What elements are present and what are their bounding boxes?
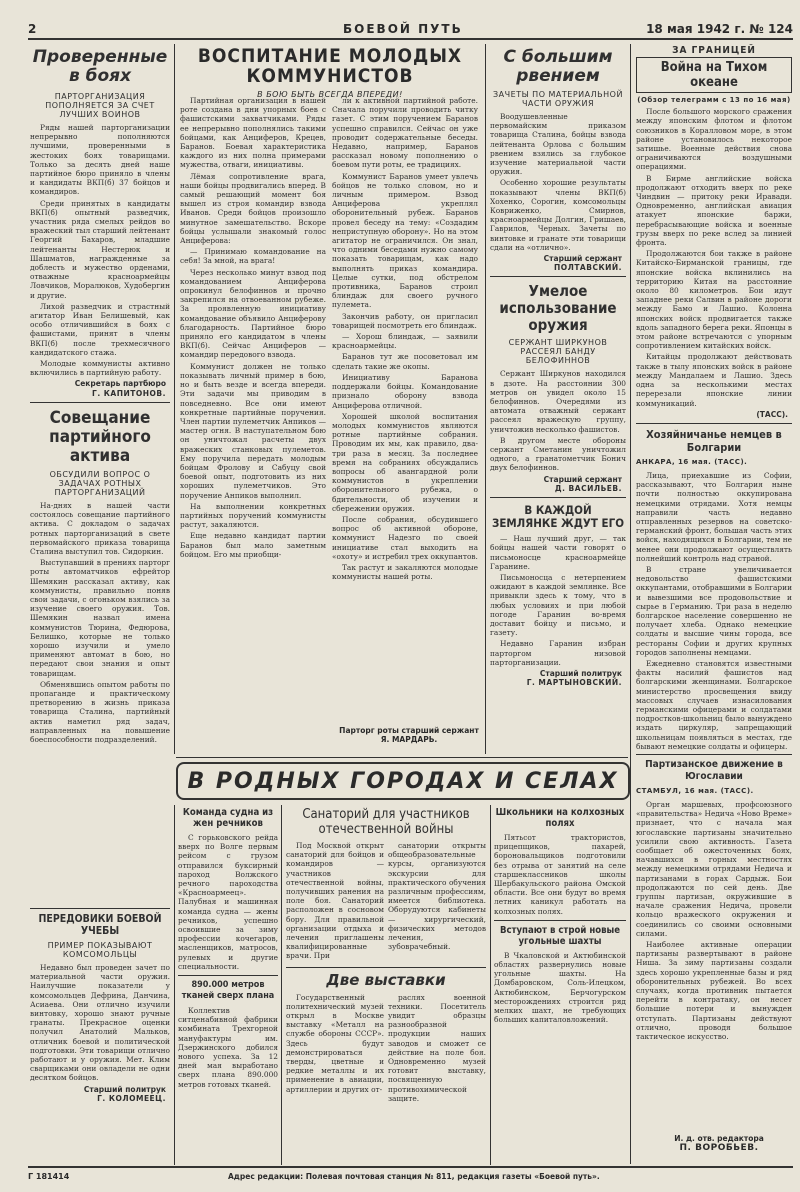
page-number: 2 <box>28 22 37 36</box>
paragraph: Пятьсот трактористов, прицепщиков, пахарей, бороновальщиков подготовили без отрыва от занятий на селе старшеклассников школы Шербакульского района Омской области. Все они будут во время летних каникул работать на колхозных полях. <box>494 833 626 916</box>
column-left-top <box>30 44 170 756</box>
article-title: Умелое использование оружия <box>499 282 617 335</box>
article-title: Партизанское движение в Югославии <box>645 759 783 782</box>
editor-role: И. д. отв. редактора <box>674 1134 764 1143</box>
section-banner: В РОДНЫХ ГОРОДАХ И СЕЛАХ <box>176 762 630 800</box>
paragraph: Обменявшись опытом работы по пропаганде и практическому претворению в жизнь приказа товарища Сталина, партийный актив наметил ряд задач, направленных на повышение боеспособности подразделений. <box>30 679 170 744</box>
page-footer <box>28 1170 793 1184</box>
article-title: Совещание партийного актива <box>49 407 151 466</box>
paragraph: После собрания, обсудившего вопрос об активной обороне, коммунист Надезго по своей инициативе стал выходить на «охоту» и истребил трех оккупантов. <box>332 514 478 561</box>
article-column <box>180 96 326 750</box>
paragraph: В Чкаловской и Актюбинской областях развернулись новые угольные шахты. На Домбаровском, Соль-Илецком, Актюбинском, Берчогурском месторождениях строится ряд мелких шахт, не требующих больших капиталовложений. <box>494 950 626 1025</box>
article-title: С большим рвением <box>503 47 613 86</box>
paragraph: Воодушевленные первомайским приказом товарища Сталина, бойцы взвода лейтенанта Орлова с большим рвением взялись за глубокое изучение материальной части оружия. <box>490 112 626 177</box>
paragraph: Так растут и закаляются молодые коммунисты нашей роты. <box>332 562 478 582</box>
dateline: (Обзор телеграмм с 13 по 16 мая) <box>637 96 791 105</box>
article-title: Хозяйничанье немцев в Болгарии <box>646 427 782 454</box>
paragraph: В стране увеличивается недовольство фашистскими оккупантами, отобравшими в Болгарии и вывезшими все продовольствие и сырье в Германию. Три раза в неделю болгарское население совершенно не получает хлеба. Однако немецкие солдаты и высшие чины города, все рестораны Софии и других крупных городов заполнены немцами. <box>636 564 792 657</box>
article-body <box>178 833 278 971</box>
signature-name: Г. КАПИТОНОВ. <box>92 388 166 398</box>
paragraph: Особенно хорошие результаты показывают члены ВКП(б) Хохенко, Сорогин, комсомольцы Ковриженко, Смирнов, красноармейцы Долгин, Гришаев, Гаврилов, Черных. Зачеты по винтовке и гранате эти товарищи сдали на «отлично». <box>490 178 626 252</box>
column-divider <box>490 805 491 1165</box>
paragraph: Ежедневно становятся известными факты насилий фашистов над болгарскими женщинами. Болгарское министерство просвещения ввиду массовых случаев изнасилования германскими офицерами и солдатами подростков-школьниц было вынуждено издать циркуляр, запрещающий школьницам появляться в местах, где бывают немецкие солдаты и офицеры. <box>636 658 792 751</box>
column-divider <box>174 44 175 754</box>
signature-role: Старший политрук <box>539 668 622 678</box>
paragraph: Китайцы продолжают действовать также в тылу японских войск в районе между Мандалаем и Лашио. Здесь одна за несколькими местах перерезали японские линии коммуникаций. <box>636 352 792 408</box>
editor-name: П. ВОРОБЬЕВ. <box>679 1143 759 1153</box>
signature-role: Секретарь партбюро <box>74 379 166 389</box>
signature-role: Старший сержант <box>543 474 622 484</box>
article-subtitle: В БОЮ БЫТЬ ВСЕГДА ВПЕРЕДИ! <box>257 90 403 99</box>
article-title: Команда судна из жен речников <box>182 807 274 829</box>
paragraph: Государственный политехнический музей открыл в Москве выставку «Металл на службе обороны СССР». Здесь будут демонстрироваться тверды, цветные и редкие металлы и их применение в авиации, артиллерии и других от- <box>286 992 384 1094</box>
article-title: Проверенные в боях <box>32 47 168 86</box>
signature-name: ПОЛТАВСКИЙ. <box>553 263 622 273</box>
paragraph: Коллектив ситценабивной фабрики комбината Трехгорной мануфактуры им. Дзержинского добился нового успеха. За 12 дней мая выработано сверх плана 890.000 метров готовых тканей. <box>178 1006 278 1089</box>
article-title: Санаторий для участников отечественной войны <box>302 807 470 837</box>
article-body <box>30 963 170 1083</box>
article-title: Вступают в строй новые угольные шахты <box>499 924 621 947</box>
column-divider <box>485 44 486 754</box>
signature <box>494 254 622 272</box>
paragraph: раслях военной техники. Посетитель увидит образцы разнообразной продукции наших заводов и сможет се действие на поле боя. Одновременно музей готовит выставку, посвященную противохимической защите. <box>388 992 486 1103</box>
article-body <box>494 833 626 916</box>
paragraph: Недавно был проведен зачет по материальной части оружия. Наилучшие показатели у комсомольцев Дефрина, Данчина, Асиаева. Они отлично изучили винтовку, хорошо знают ручные гранаты. Прекрасное оценки получил Анатолий Мальков, отличник боевой и политической подготовки. Эти товарищи отлично работают и у оружия. Мет. Клим сварщиками они овладели не одни десятком бойцов. <box>30 963 170 1083</box>
paragraph: Инициативу Баранова поддержали бойцы. Командование признало оборону взвода Анциферова отличной. <box>332 372 478 410</box>
article-body <box>30 501 170 744</box>
column-left-bottom <box>30 908 170 1166</box>
article-body <box>636 107 792 408</box>
paragraph: В другом месте обороны сержант Сметанин уничтожил одного, а гранатометчик Бонич двух белофиннов. <box>490 435 626 473</box>
section-label: ЗА ГРАНИЦЕЙ <box>672 45 756 56</box>
paragraph: ли к активной партийной работе. Сначала поручили проводить читку газет. С этим поручением Баранов успешно справился. Сейчас он уже проводит содержательные беседы. Недавно, например, Баранов рассказал новому пополнению о боевом пути роты, ее традициях. <box>332 96 478 170</box>
article-body <box>178 1006 278 1089</box>
print-code: Г 181414 <box>28 1172 70 1181</box>
paragraph: Лихой разведчик и страстный агитатор Иван Белишевый, как особо отличившийся в боях с фашистами, принят в члены ВКП(б) после трехмесячного кандидатского стажа. <box>30 301 170 357</box>
paragraph: Еще недавно кандидат партии Баранов был мало заметным бойцом. Его мы приобщи- <box>180 531 326 559</box>
rural-column-1 <box>178 805 278 1163</box>
column-foreign <box>636 44 792 1166</box>
paragraph: В Бирме английские войска продолжают отходить вверх по реке Чиндвин — притоку реки Иравади. Одновременно, английская авиация атакует японские баржи, перебрасывающие войска и военные грузы вверх по реке вслед за линией фронта. <box>636 173 792 248</box>
header-rule <box>28 38 793 40</box>
paragraph: Среди принятых в кандидаты ВКП(б) опытный разведчик, участник ряда смелых рейдов во вражеский тыл старший лейтенант Георгий Бахаров, младшие лейтенанты Нестерюк и Шашматов, награжденные за доблесть и мужество орденами, отважные красноармейцы Ловчиков, Моралюков, Худобергин и другие. <box>30 198 170 300</box>
paragraph: Ряды нашей парторганизации непрерывно пополняются лучшими, проверенными в жестоких боях товарищами. Только за десять дней наше партийное бюро приняло в члены и кандидаты ВКП(б) 37 бойцов и командиров. <box>30 123 170 197</box>
paragraph: — Наш лучший друг, — так бойцы нашей части говорят о письмоносце красноармейце Гаранине. <box>490 534 626 571</box>
paragraph: Орган маршевых, профсоюзного «правительства» Недича «Ново Време» признает, что с начала мая югославские партизаны значительно усилили свою активность. Газета сообщает об ожесточенных боях, начавшихся в горных местностях между немецкими отрядами Недича и партизанами в горах Сардыж. Бои продолжаются по сей день. Две группы партизан, окружившие в начале сражения Недича, провели кольцо вражеского окружения и соединились со своими основными силами. <box>636 800 792 938</box>
paragraph: Закончив работу, он пригласил товарищей посмотреть его блиндаж. <box>332 311 478 330</box>
signature <box>34 379 166 397</box>
article-subtitle: ПРИМЕР ПОКАЗЫВАЮТ КОМСОМОЛЬЦЫ <box>47 941 153 959</box>
signature: Парторг роты старший сержант Я. МАРДАРЬ. <box>339 726 479 744</box>
rural-column-2 <box>286 805 486 1163</box>
paragraph: На выполнении конкретных партийных поручений коммунисты растут, закаляются. <box>180 501 326 530</box>
paragraph: Молодые коммунисты активно включились в партийную работу. <box>30 359 170 378</box>
paragraph: санатории открыты общеобразовательные курсы, организуются экскурсии для практического обучения различным профессиям, имеется библиотека. Оборудуются кабинеты — хирургический, физических методов лечения, зубоврачебный. <box>388 841 486 952</box>
article-title: ПЕРЕДОВИКИ БОЕВОЙ УЧЕБЫ <box>38 913 162 937</box>
paragraph: Лёмая сопротивление врага, наши бойцы продвигались вперед. В самый решающий момент боя вышел из строя командир взвода Иванов. Среди бойцов произошло минутное замешательство. Вскоре бойцы услышали знакомый голос Анциферова: <box>180 171 326 246</box>
dateline: АНКАРА, 16 мая. (ТАСС). <box>636 457 748 466</box>
article-title: Две выставки <box>326 970 446 989</box>
paragraph: С горьковского рейда вверх по Волге первым рейсом с грузом отправился буксирный пароход Волжского речного пароходства «Красноармеец». Палубная и машинная команда судна — жены речников, успешно освоившие за зиму профессии кочегаров, масленщиков, матросов, рулевых и другие специальности. <box>178 833 278 971</box>
article-title: В КАЖДОЙ ЗЕМЛЯНКЕ ЖДУТ ЕГО <box>491 503 625 531</box>
signature-role: Старший политрук <box>83 1084 166 1094</box>
paragraph: Баранов тут же посоветовал им сделать такие же окопы. <box>332 352 478 371</box>
article-body <box>286 841 486 963</box>
paragraph: После большого морского сражения между японским флотом и флотом союзников в Коралловом море, в этом районе установилось некоторое затишье. Военные действия снова ограничиваются воздушными операциями. <box>636 107 792 172</box>
rural-column-3 <box>494 805 626 1163</box>
article-title: Школьники на колхозных полях <box>495 807 625 829</box>
paragraph: — Хорош блиндаж, — заявили красноармейцы. <box>332 332 478 351</box>
center-article <box>180 44 480 756</box>
article-subtitle: ЗАЧЕТЫ ПО МАТЕРИАЛЬНОЙ ЧАСТИ ОРУЖИЯ <box>493 90 623 108</box>
signature <box>34 1085 166 1103</box>
signature <box>494 669 622 687</box>
paragraph: Письмоносца с нетерпением ожидают в каждой землянке. Все привыкли здесь к тому, что в любых условиях и при любой погоде Гаранин во-время доставит бойцу и письмо, и газету. <box>490 572 626 638</box>
article-body <box>494 951 626 1025</box>
column-divider <box>281 805 282 1165</box>
footer-rule <box>28 1166 793 1168</box>
source-tag: (ТАСС). <box>756 409 788 419</box>
article-body <box>490 112 626 252</box>
paragraph: Сержант Ширкунов находился в дзоте. На расстоянии 300 метров он увидел около 15 белофиннов. Очередями из автомата отважный сержант рассеял вражескую группу, уничтожив несколько фашистов. <box>490 369 626 434</box>
article-title: 890.000 метров тканей сверх плана <box>181 980 275 1002</box>
issue-date: 18 мая 1942 г. № 124 <box>646 22 793 36</box>
article-subtitle: ПАРТОРГАНИЗАЦИЯ ПОПОЛНЯЕТСЯ ЗА СЧЕТ ЛУЧШИХ ВОИНОВ <box>45 92 155 119</box>
paragraph: Выступавший в прениях парторг роты автоматчиков ефрейтор Шемякин рассказал активу, как коммунисты, правильно поняв свои задачи, с огоньком взялись за изучение своего оружия. Тов. Шемякин назвал имена коммунистов Тюрина, Федюрова, Белишко, которые не только хорошо изучили и умело применяют автомат в бою, но передают свои знания и опыт товарищам. <box>30 558 170 678</box>
paragraph: Лица, приехавшие из Софии, рассказывают, что Болгария ныне почти полностью оккупирована немецкими отрядами. Хотя немцы направили часть недавно отправленных резервов на советско-германский фронт, большая часть этих войск, находящихся в Болгарии, тем не менее они продолжают осуществлять полнейший контроль над страной. <box>636 470 792 563</box>
column-divider <box>630 44 631 1164</box>
banner-rule <box>176 757 628 758</box>
editor-signature <box>644 1134 794 1153</box>
article-column <box>332 96 478 716</box>
dateline: СТАМБУЛ, 16 мая. (ТАСС). <box>636 787 754 795</box>
paragraph: Продолжаются бои также в районе Китайско-Бирманской границы, где японские войска вклинились на территорию Китая на расстояние около 80 километров. Бои идут западнее реки Салвин в районе дороги между Бамо и Лашио. Колонна японских войск продвигается также вдоль западного берега реки. Японцы в этом районе встречаются с упорным сопротивлением китайских войск. <box>636 249 792 351</box>
article-body <box>490 534 626 667</box>
paragraph: На-днях в нашей части состоялось совещание партийного актива. С докладом о задачах ротных парторганизаций в свете первомайского приказа товарища Сталина выступил тов. Сидоркин. <box>30 500 170 556</box>
paragraph: Коммунист должен не только показывать личный пример в бою, но и быть везде и всегда впереди. Эти задачи мы приводим в повседневно. Все они имеют конкретные партийные поручения. Член партии пулеметчик Анпиков — мастер огня. В наступательном бою он уничтожал расчеты двух вражеских станковых пулеметов. Ему поручила передать молодым бойцам Фролову и Сабуцу свой боевой опыт, подготовить из них хороших пулеметчиков. Это поручение Анпиков выполнил. <box>180 361 326 500</box>
paragraph: Недавно Гаранин избран парторгом низовой парторганизации. <box>490 639 626 667</box>
article-subtitle: ОБСУДИЛИ ВОПРОС О ЗАДАЧАХ РОТНЫХ ПАРТОРГАНИЗАЦИЙ <box>49 469 151 497</box>
paragraph: Под Москвой открыт санаторий для бойцов и командиров — участников отечественной войны, получивших ранения на поле боя. Санаторий расположен в сосновом бору. Для правильной организации отдыха и лечения приглашены квалифицированные врачи. При <box>286 841 384 961</box>
paragraph: Наиболее активные операции партизаны развертывают в районе Ниша. За зиму партизаны создали здесь хорошо укрепленные базы и ряд оборонительных рубежей. Во всех случаях, когда противник пытается перейти в контратаку, он несет большие потери и вынужден отступать. Партизаны действуют отлично, проводя большое тактическое искусство. <box>636 940 792 1042</box>
article-body <box>30 123 170 377</box>
page-header <box>28 20 793 36</box>
signature-name: Г. КОЛОМЕЕЦ. <box>97 1093 166 1103</box>
paragraph: — Принимаю командование на себя! За мной, на врага! <box>180 247 326 266</box>
signature-name: Г. МАРТЫНОВСКИЙ. <box>526 678 622 688</box>
article-subtitle: СЕРЖАНТ ШИРКУНОВ РАССЕЯЛ БАНДУ БЕЛОФИННОВ <box>508 338 608 366</box>
headline-box <box>636 57 792 93</box>
article-body <box>286 993 486 1105</box>
article-body <box>636 471 792 751</box>
paragraph: Хорошей школой воспитания молодых коммунистов являются ротные партийные собрания. Проводим их мы, как правило, два-три раза в месяц. За последнее время на собраниях обсуждались вопросы об авангардной роли коммунистов в укреплении оборонительного рубежа, о бдительности, об изучении и сбережении оружия. <box>332 411 478 513</box>
article-title: ВОСПИТАНИЕ МОЛОДЫХ КОММУНИСТОВ <box>197 45 463 87</box>
signature-name: Д. ВАСИЛЬЕВ. <box>554 483 622 493</box>
article-body <box>636 800 792 1041</box>
article-body <box>490 369 626 472</box>
paragraph: Через несколько минут взвод под командованием Анциферова опрокинул белофиннов и прочно закрепился на отвоеванном рубеже. За проявленную инициативу командование объявило Анциферову благодарность. Партийное бюро приняло его кандидатом в члены ВКП(б). Сейчас Анциферов — командир передового взвода. <box>180 267 326 360</box>
article-title: Война на Тихом океане <box>660 60 768 91</box>
paragraph: Коммунист Баранов умеет увлечь бойцов не только словом, но и личным примером. Взвод Анциферова укреплял оборонительный рубеж. Баранов провел беседу на тему: «Создадим неприступную оборону». Но на этом агитатор не ограничился. Он знал, что одними беседами нужно самому показать товарищам, как надо выполнять приказ командира. Целые сутки, под обстрелом противника, Баранов строил блиндаж для своего ручного пулемета. <box>332 171 478 310</box>
paragraph: Партийная организация в нашей роте создана в дни упорных боев с фашистскими захватчиками. Ряды ее непрерывно пополнялись такими бойцами, как Анциферов, Крецев, Баранов. Боевая характеристика каждого из них полна примерами мужества, отваги, инициативы. <box>180 96 326 170</box>
signature-role: Старший сержант <box>543 254 622 264</box>
newspaper-name: БОЕВОЙ ПУТЬ <box>343 22 463 36</box>
editorial-address: Адрес редакции: Полевая почтовая станция № 811, редакция газеты «Боевой путь». <box>228 1172 600 1181</box>
signature <box>494 475 622 493</box>
column-divider <box>174 805 175 1165</box>
column-third <box>490 44 626 756</box>
